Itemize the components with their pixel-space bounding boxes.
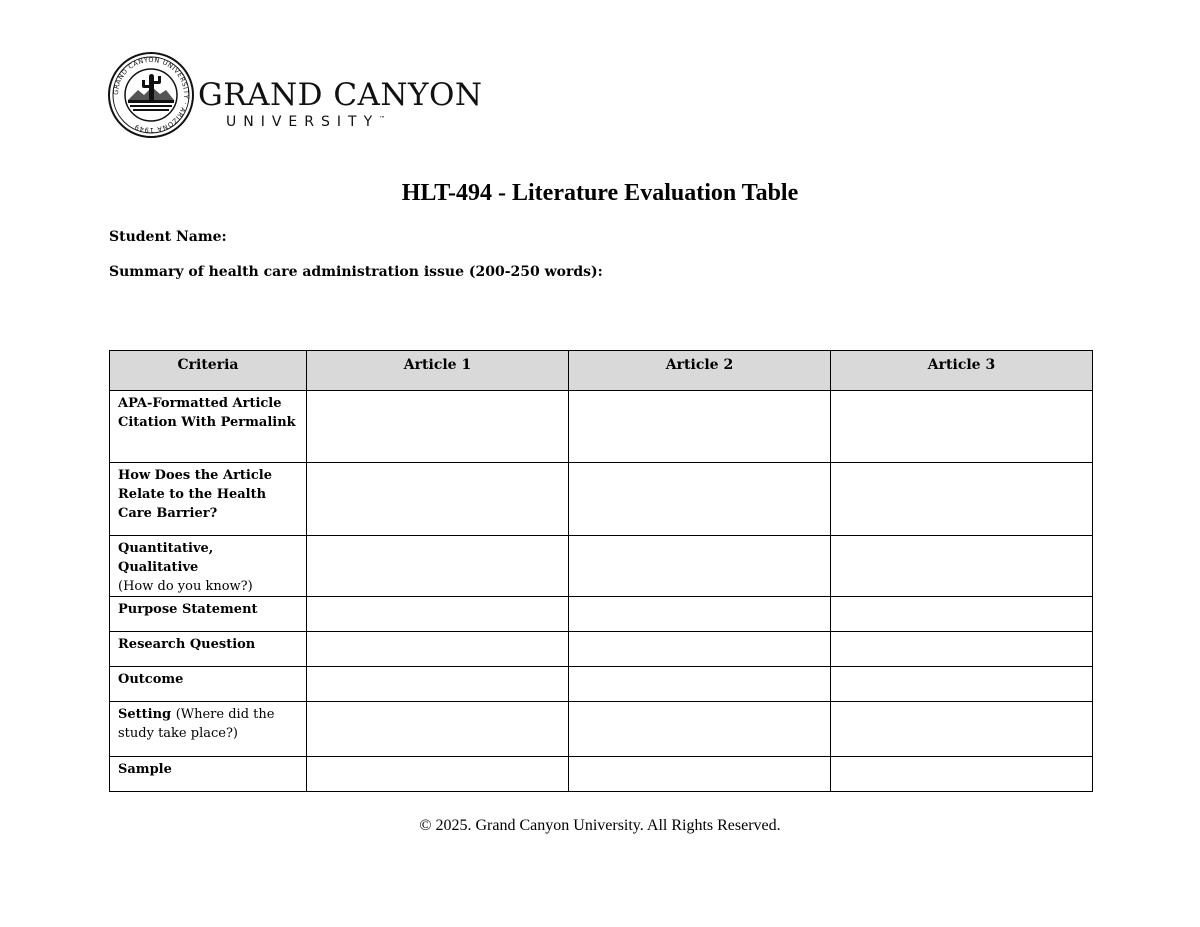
criteria-cell bbox=[110, 632, 307, 667]
article-1-cell[interactable] bbox=[307, 702, 569, 757]
table-row bbox=[110, 632, 1093, 667]
brand-name: GRAND CANYON bbox=[198, 77, 483, 113]
article-2-cell[interactable] bbox=[569, 757, 831, 792]
table-row bbox=[110, 702, 1093, 757]
criteria-label: Sample bbox=[118, 762, 172, 777]
document-title: HLT-494 - Literature Evaluation Table bbox=[401, 180, 799, 206]
article-2-cell[interactable] bbox=[569, 702, 831, 757]
criteria-cell bbox=[110, 391, 307, 463]
criteria-cell bbox=[110, 667, 307, 702]
article-1-cell[interactable] bbox=[307, 632, 569, 667]
table-row bbox=[110, 757, 1093, 792]
article-3-cell[interactable] bbox=[831, 536, 1093, 597]
article-1-cell[interactable] bbox=[307, 757, 569, 792]
criteria-label: Purpose Statement bbox=[118, 602, 258, 617]
trademark-mark: ™ bbox=[379, 115, 386, 123]
article-1-cell[interactable] bbox=[307, 597, 569, 632]
article-2-cell[interactable] bbox=[569, 391, 831, 463]
table-row bbox=[110, 667, 1093, 702]
criteria-label: Outcome bbox=[118, 672, 184, 687]
criteria-cell bbox=[110, 702, 307, 757]
table-row bbox=[110, 463, 1093, 536]
criteria-label: Setting bbox=[118, 707, 172, 722]
criteria-note: (Where did the study take place?) bbox=[118, 707, 275, 741]
article-2-cell[interactable] bbox=[569, 632, 831, 667]
article-1-cell[interactable] bbox=[307, 536, 569, 597]
student-name-label: Student Name: bbox=[109, 229, 227, 245]
table-header-row bbox=[110, 351, 1093, 391]
brand-sub-text: UNIVERSITY bbox=[226, 114, 380, 130]
criteria-label: How Does the Article Relate to the Health Care Barrier? bbox=[118, 468, 272, 521]
article-3-cell[interactable] bbox=[831, 757, 1093, 792]
article-3-cell[interactable] bbox=[831, 702, 1093, 757]
brand-subtitle bbox=[226, 114, 483, 130]
criteria-cell bbox=[110, 536, 307, 597]
criteria-note: (How do you know?) bbox=[118, 579, 253, 594]
header-article-2: Article 2 bbox=[569, 351, 831, 391]
criteria-label: APA-Formatted Article Citation With Permalink bbox=[118, 396, 296, 430]
article-2-cell[interactable] bbox=[569, 597, 831, 632]
criteria-cell bbox=[110, 757, 307, 792]
article-3-cell[interactable] bbox=[831, 391, 1093, 463]
article-2-cell[interactable] bbox=[569, 463, 831, 536]
copyright-footer: © 2025. Grand Canyon University. All Rights Reserved. bbox=[419, 817, 781, 834]
table-row bbox=[110, 536, 1093, 597]
university-wordmark bbox=[198, 77, 483, 130]
university-logo bbox=[108, 52, 488, 142]
article-1-cell[interactable] bbox=[307, 463, 569, 536]
summary-label: Summary of health care administration issue (200-250 words): bbox=[109, 264, 603, 280]
article-1-cell[interactable] bbox=[307, 667, 569, 702]
article-1-cell[interactable] bbox=[307, 391, 569, 463]
article-3-cell[interactable] bbox=[831, 667, 1093, 702]
article-2-cell[interactable] bbox=[569, 667, 831, 702]
article-3-cell[interactable] bbox=[831, 597, 1093, 632]
criteria-label: Quantitative, Qualitative bbox=[118, 541, 214, 575]
criteria-label: Research Question bbox=[118, 637, 256, 652]
criteria-cell bbox=[110, 463, 307, 536]
literature-evaluation-table bbox=[109, 350, 1093, 792]
article-3-cell[interactable] bbox=[831, 463, 1093, 536]
criteria-cell bbox=[110, 597, 307, 632]
article-2-cell[interactable] bbox=[569, 536, 831, 597]
header-article-1: Article 1 bbox=[307, 351, 569, 391]
article-3-cell[interactable] bbox=[831, 632, 1093, 667]
university-seal-icon bbox=[108, 52, 194, 138]
table-row bbox=[110, 391, 1093, 463]
seal-text: GRAND CANYON UNIVERSITY · ARIZONA 1949 bbox=[111, 55, 191, 135]
header-article-3: Article 3 bbox=[831, 351, 1093, 391]
table-row bbox=[110, 597, 1093, 632]
header-criteria: Criteria bbox=[110, 351, 307, 391]
